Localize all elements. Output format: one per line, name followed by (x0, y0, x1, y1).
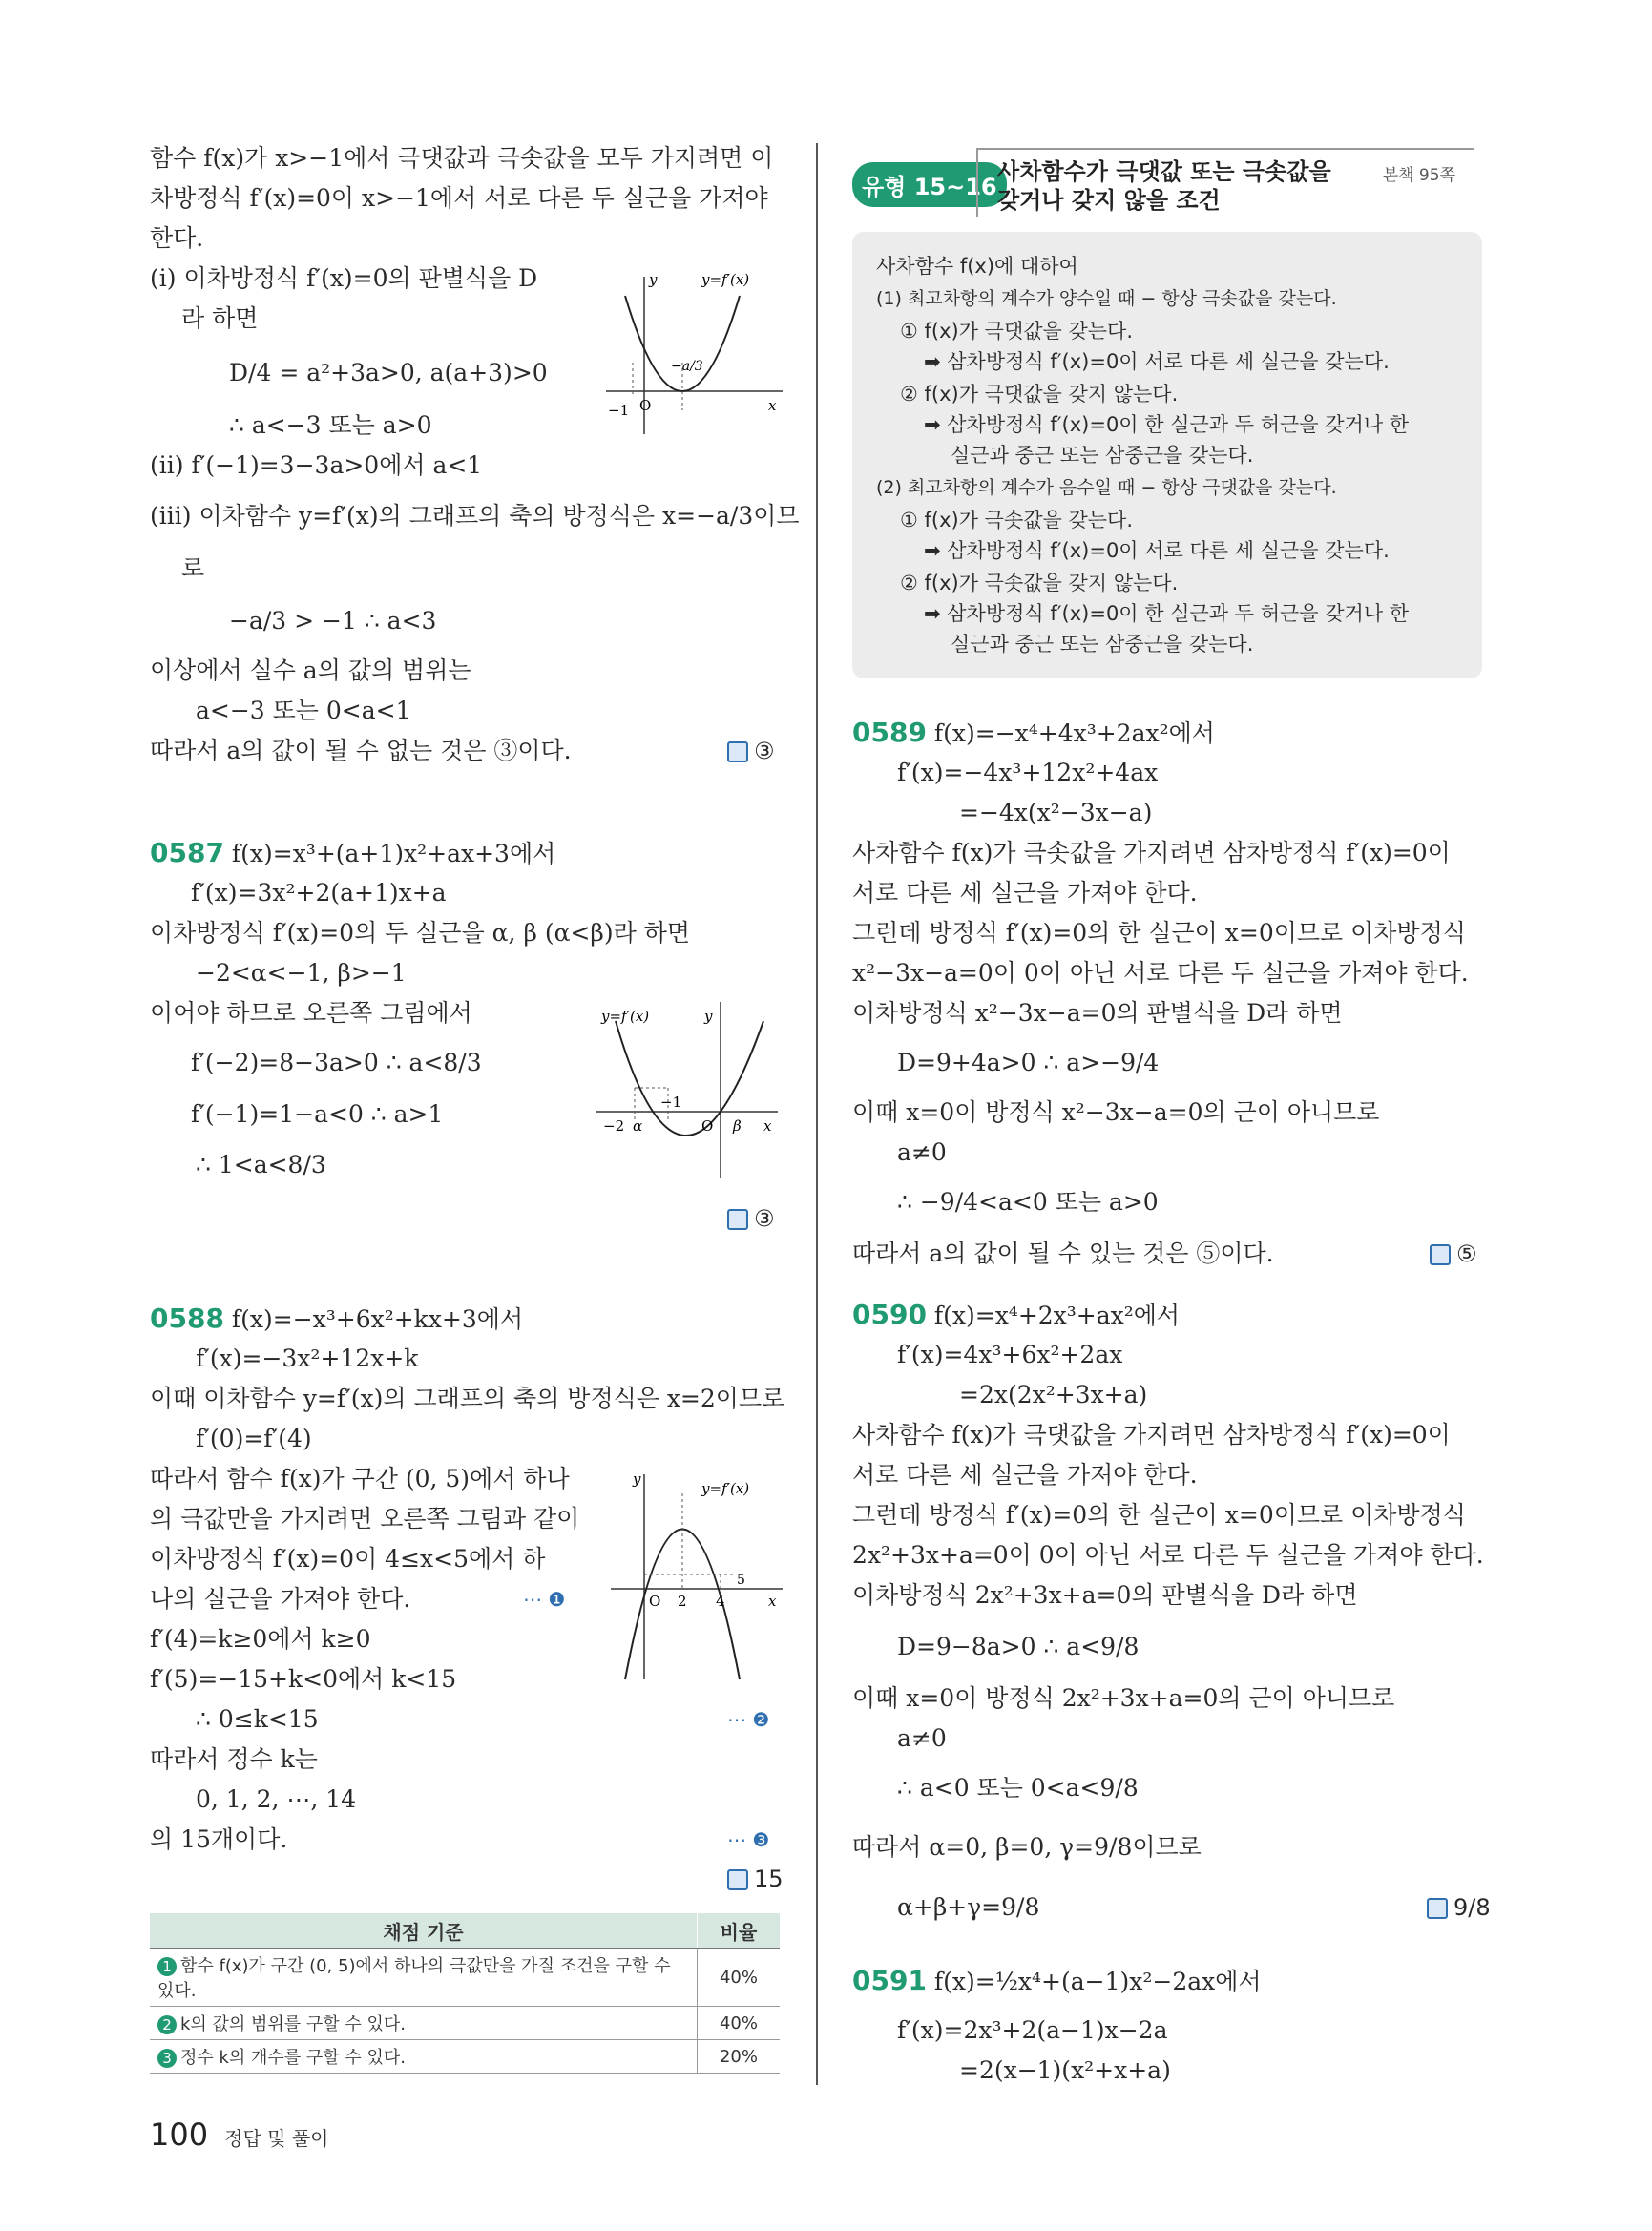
answer-icon (1427, 1898, 1448, 1919)
problem-0591-number: 0591 (852, 1965, 927, 1996)
p0590-line-9: D=9−8a>0 ∴ a<9/8 (897, 1633, 1140, 1660)
intro-line-3: 한다. (150, 224, 204, 252)
graph-0586 (596, 267, 787, 439)
g2-y: y (704, 1008, 713, 1025)
column-divider (816, 143, 818, 2085)
p0588-line-5: 따라서 함수 f(x)가 구간 (0, 5)에서 하나 (150, 1465, 570, 1492)
g1-axis: −a/3 (671, 359, 703, 374)
p0588-line-13: 0, 1, 2, ⋯, 14 (196, 1785, 357, 1813)
step-1-badge: 1 (157, 1957, 177, 1976)
p0590-line-5: 서로 다른 세 실근을 가져야 한다. (852, 1461, 1198, 1489)
g2-alpha: α (633, 1117, 643, 1135)
range-line-1: 이상에서 실수 a의 값의 범위는 (150, 657, 471, 684)
g1-neg1: −1 (608, 402, 630, 419)
p0590-line-3: =2x(2x²+3x+a) (959, 1381, 1148, 1408)
p0589-line-3: =−4x(x²−3x−a) (959, 799, 1153, 826)
g1-y: y (649, 271, 658, 288)
problem-0587-line-1: 0587 f(x)=x³+(a+1)x²+ax+3에서 (150, 837, 556, 868)
answer-0589: ⑤ (1430, 1241, 1477, 1267)
criterion-text: 정수 k의 개수를 구할 수 있다. (180, 2048, 407, 2068)
step-2-badge: 2 (157, 2015, 177, 2034)
footer-label: 정답 및 풀이 (224, 2127, 329, 2150)
summary-line-4: ➡ 삼차방정식 f′(x)=0이 서로 다른 세 실근을 갖는다. (924, 350, 1390, 373)
problem-0589-number: 0589 (852, 717, 927, 748)
g3-curve: y=f′(x) (701, 1480, 750, 1497)
p0587-line-7: f′(−1)=1−a<0 ∴ a>1 (191, 1100, 444, 1128)
summary-line-8: (2) 최고차항의 계수가 음수일 때 − 항상 극댓값을 갖는다. (876, 477, 1337, 498)
cond1-line-4: ∴ a<−3 또는 a>0 (229, 411, 432, 439)
page-footer (150, 2116, 329, 2153)
range-line-2: a<−3 또는 0<a<1 (196, 697, 411, 724)
page-number: 100 (150, 2116, 209, 2153)
cond3-line-3: −a/3 > −1 ∴ a<3 (229, 607, 437, 635)
summary-line-13: 실근과 중근 또는 삼중근을 갖는다. (951, 633, 1254, 656)
summary-line-11: ② f(x)가 극솟값을 갖지 않는다. (900, 572, 1179, 594)
criterion-pct: 20% (698, 2040, 781, 2074)
p0588-line-8: 나의 실근을 가져야 한다. (150, 1585, 411, 1613)
problem-0588-line-1: 0588 f(x)=−x³+6x²+kx+3에서 (150, 1303, 524, 1334)
answer-icon (1430, 1244, 1451, 1265)
summary-line-3: ① f(x)가 극댓값을 갖는다. (900, 320, 1134, 343)
p0591-line-3: =2(x−1)(x²+x+a) (959, 2056, 1171, 2084)
graph-0587 (592, 992, 783, 1183)
summary-line-9: ① f(x)가 극솟값을 갖는다. (900, 509, 1134, 532)
table-row (150, 2007, 780, 2040)
p0589-line-10: 이때 x=0이 방정식 x²−3x−a=0의 근이 아니므로 (852, 1098, 1380, 1126)
p0588-line-12: 따라서 정수 k는 (150, 1745, 318, 1773)
type-reference: 본책 95쪽 (1382, 166, 1455, 185)
criterion-pct: 40% (698, 1949, 781, 2007)
cond3-line-1: (iii) 이차함수 y=f′(x)의 그래프의 축의 방정식은 x=−a/3이므 (150, 502, 800, 530)
p0587-line-2: f′(x)=3x²+2(a+1)x+a (191, 879, 447, 907)
g3-two: 2 (678, 1593, 687, 1610)
g3-y: y (633, 1470, 641, 1488)
p0589-line-7: x²−3x−a=0이 0이 아닌 서로 다른 두 실근을 가져야 한다. (852, 959, 1469, 987)
summary-line-12: ➡ 삼차방정식 f′(x)=0이 한 실근과 두 허근을 갖거나 한 (924, 602, 1410, 625)
intro-line-2: 차방정식 f′(x)=0이 x>−1에서 서로 다른 두 실근을 가져야 (150, 184, 768, 212)
p0590-line-8: 이차방정식 2x²+3x+a=0의 판별식을 D라 하면 (852, 1581, 1358, 1609)
answer-0588: 15 (727, 1866, 784, 1892)
p0587-line-4: −2<α<−1, β>−1 (196, 959, 407, 987)
type-title-box (976, 148, 1474, 217)
g2-x: x (763, 1117, 772, 1135)
g2-beta: β (733, 1117, 742, 1135)
p0588-line-6: 의 극값만을 가지려면 오른쪽 그림과 같이 (150, 1505, 580, 1533)
p0589-line-11: a≠0 (897, 1138, 947, 1166)
summary-line-1: 사차함수 f(x)에 대하여 (876, 255, 1078, 278)
problem-0589-line-1: 0589 f(x)=−x⁴+4x³+2ax²에서 (852, 717, 1215, 748)
intro-line-1: 함수 f(x)가 x>−1에서 극댓값과 극솟값을 모두 가지려면 이 (150, 144, 774, 172)
answer-icon (727, 1869, 748, 1890)
p0591-line-2: f′(x)=2x³+2(a−1)x−2a (897, 2016, 1168, 2044)
scoring-table (150, 1913, 780, 2074)
answer-0586: ③ (727, 738, 775, 764)
p0587-line-3: 이차방정식 f′(x)=0의 두 실근을 α, β (α<β)라 하면 (150, 919, 691, 947)
g3-o: O (649, 1593, 661, 1610)
answer-0587: ③ (727, 1205, 775, 1232)
cond3-line-2: 로 (181, 554, 205, 582)
p0587-line-6: f′(−2)=8−3a>0 ∴ a<8/3 (191, 1049, 482, 1076)
criterion-text: 함수 f(x)가 구간 (0, 5)에서 하나의 극값만을 가질 조건을 구할 수 있다. (157, 1956, 671, 2001)
answer-0590: 9/8 (1427, 1894, 1491, 1921)
p0590-line-2: f′(x)=4x³+6x²+2ax (897, 1341, 1123, 1368)
cond1-line-1: (i) 이차방정식 f′(x)=0의 판별식을 D (150, 264, 538, 292)
g2-curve: y=f′(x) (601, 1008, 650, 1025)
g2-o: O (701, 1117, 714, 1135)
g2-neg2: −2 (603, 1117, 625, 1135)
g1-curve: y=f′(x) (701, 271, 750, 288)
p0590-line-6: 그런데 방정식 f′(x)=0의 한 실근이 x=0이므로 이차방정식 (852, 1501, 1466, 1529)
problem-0588-number: 0588 (150, 1303, 224, 1334)
criterion-text: k의 값의 범위를 구할 수 있다. (180, 2014, 407, 2034)
type-title-line-2: 갖거나 갖지 않을 조건 (997, 187, 1221, 214)
problem-0587-number: 0587 (150, 837, 224, 868)
p0589-line-8: 이차방정식 x²−3x−a=0의 판별식을 D라 하면 (852, 999, 1343, 1027)
step-3-badge: 3 (157, 2049, 177, 2068)
type-tag: 유형 15~16 (852, 162, 1007, 207)
scoring-header-ratio: 비율 (698, 1913, 781, 1949)
p0588-line-2: f′(x)=−3x²+12x+k (196, 1345, 419, 1372)
answer-icon (727, 741, 748, 762)
p0589-line-5: 서로 다른 세 실근을 가져야 한다. (852, 879, 1198, 907)
g3-x: x (768, 1593, 777, 1610)
g2-neg1: −1 (660, 1094, 682, 1111)
summary-line-7: 실근과 중근 또는 삼중근을 갖는다. (951, 444, 1254, 467)
p0590-line-13: 따라서 α=0, β=0, γ=9/8이므로 (852, 1833, 1202, 1861)
g3-four: 4 (716, 1593, 725, 1610)
p0588-line-4: f′(0)=f′(4) (196, 1425, 312, 1452)
answer-icon (727, 1209, 748, 1230)
table-row (150, 1949, 780, 2007)
criterion-pct: 40% (698, 2007, 781, 2040)
p0590-line-7: 2x²+3x+a=0이 0이 아닌 서로 다른 두 실근을 가져야 한다. (852, 1541, 1484, 1569)
p0588-line-14: 의 15개이다. (150, 1825, 288, 1853)
problem-0590-number: 0590 (852, 1299, 927, 1330)
p0588-line-9: f′(4)=k≥0에서 k≥0 (150, 1625, 371, 1653)
summary-line-5: ② f(x)가 극댓값을 갖지 않는다. (900, 383, 1179, 406)
p0587-line-8: ∴ 1<a<8/3 (196, 1151, 326, 1178)
summary-line-2: (1) 최고차항의 계수가 양수일 때 − 항상 극솟값을 갖는다. (876, 288, 1337, 309)
cond1-line-3: D/4 = a²+3a>0, a(a+3)>0 (229, 359, 548, 386)
problem-0590-line-1: 0590 f(x)=x⁴+2x³+ax²에서 (852, 1299, 1181, 1330)
scoring-header-row (150, 1913, 780, 1949)
p0590-line-4: 사차함수 f(x)가 극댓값을 가지려면 삼차방정식 f′(x)=0이 (852, 1421, 1451, 1449)
cond1-line-2: 라 하면 (181, 304, 259, 332)
p0590-line-10: 이때 x=0이 방정식 2x²+3x+a=0의 근이 아니므로 (852, 1684, 1395, 1712)
p0589-line-4: 사차함수 f(x)가 극솟값을 가지려면 삼차방정식 f′(x)=0이 (852, 839, 1451, 866)
p0589-line-12: ∴ −9/4<a<0 또는 a>0 (897, 1188, 1159, 1216)
step-marker-2: ⋯ ❷ (727, 1708, 770, 1731)
summary-line-6: ➡ 삼차방정식 f′(x)=0이 한 실근과 두 허근을 갖거나 한 (924, 413, 1410, 436)
p0589-line-2: f′(x)=−4x³+12x²+4ax (897, 759, 1159, 786)
p0588-line-11: ∴ 0≤k<15 (196, 1705, 319, 1733)
table-row (150, 2040, 780, 2074)
p0590-line-12: ∴ a<0 또는 0<a<9/8 (897, 1774, 1139, 1802)
p0589-line-13: 따라서 a의 값이 될 수 있는 것은 ⑤이다. (852, 1240, 1274, 1267)
problem-0591-line-1: 0591 f(x)=½x⁴+(a−1)x²−2ax에서 (852, 1965, 1262, 1996)
g1-o: O (639, 397, 652, 414)
p0589-line-9: D=9+4a>0 ∴ a>−9/4 (897, 1049, 1160, 1076)
type-title-line-1: 사차함수가 극댓값 또는 극솟값을 (997, 158, 1331, 185)
p0588-line-3: 이때 이차함수 y=f′(x)의 그래프의 축의 방정식은 x=2이므로 (150, 1385, 785, 1412)
p0588-line-10: f′(5)=−15+k<0에서 k<15 (150, 1665, 457, 1693)
step-marker-3: ⋯ ❸ (727, 1828, 770, 1851)
p0588-line-7: 이차방정식 f′(x)=0이 4≤x<5에서 하 (150, 1545, 546, 1573)
p0587-line-5: 이어야 하므로 오른쪽 그림에서 (150, 999, 472, 1027)
p0590-line-11: a≠0 (897, 1724, 947, 1752)
graph-0588 (606, 1465, 787, 1684)
range-line-3: 따라서 a의 값이 될 수 없는 것은 ③이다. (150, 737, 572, 764)
scoring-header-criterion: 채점 기준 (150, 1913, 698, 1949)
step-marker-1: ⋯ ❶ (523, 1588, 566, 1611)
g3-five: 5 (737, 1573, 745, 1588)
summary-box (852, 232, 1482, 678)
p0589-line-6: 그런데 방정식 f′(x)=0의 한 실근이 x=0이므로 이차방정식 (852, 919, 1466, 947)
g1-x: x (768, 397, 777, 414)
cond2-line: (ii) f′(−1)=3−3a>0에서 a<1 (150, 451, 483, 479)
p0590-line-14: α+β+γ=9/8 (897, 1893, 1040, 1921)
summary-line-10: ➡ 삼차방정식 f′(x)=0이 서로 다른 세 실근을 갖는다. (924, 539, 1390, 562)
